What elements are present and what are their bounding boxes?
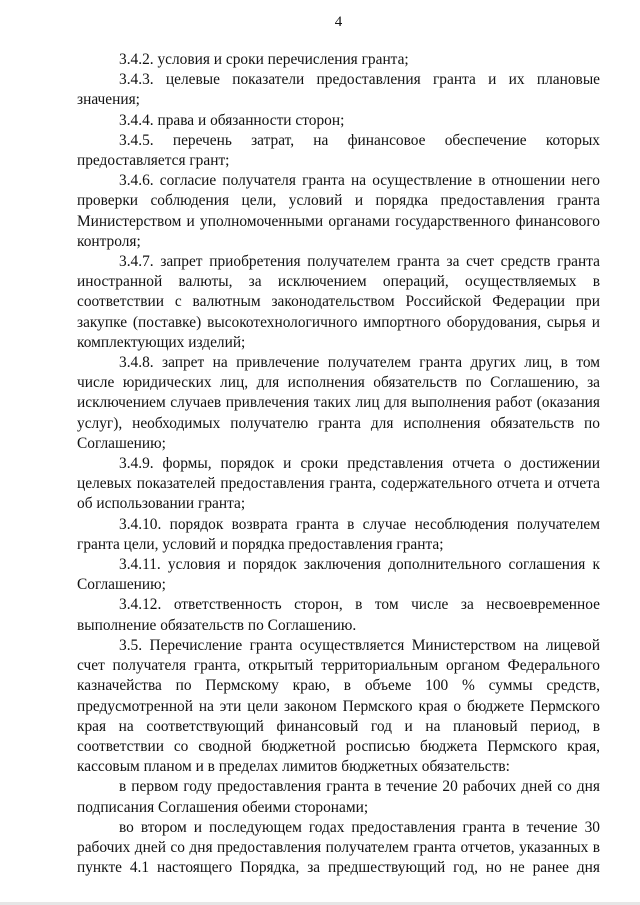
clause-3-4-8: 3.4.8. запрет на привлечение получателем гранта других лиц, в том числе юридических лиц, для исполнения обязательств по Соглашению, за исключением случаев привлечения таких лиц для выполнения работ (оказания услуг), необходимых получателю гранта для исполнения обязательств по Соглашению; <box>77 354 600 452</box>
page-number: 4 <box>334 14 343 30</box>
clause-3-4-2: 3.4.2. условия и сроки перечисления гранта; <box>119 51 409 68</box>
clause-3-4-12: 3.4.12. ответственность сторон, в том числе за несвоевременное выполнение обязательств по Соглашению. <box>77 596 600 634</box>
list-item-second-year: во втором и последующем годах предоставления гранта в течение 30 рабочих дней со дня предоставления получателем гранта отчетов, указанных в пункте 4.1 настоящего Порядка, за предшествующий год, но не ранее дня <box>77 818 600 877</box>
clause-3-4-10: 3.4.10. порядок возврата гранта в случае несоблюдения получателем гранта цели, условий и порядка предоставления гранта; <box>77 515 600 553</box>
clause-3-4-3: 3.4.3. целевые показатели предоставления гранта и их плановые значения; <box>77 71 600 109</box>
clause-3-4-7: 3.4.7. запрет приобретения получателем гранта за счет средств гранта иностранной валюты, за исключением операций, осуществляемых в соответствии с валютным законодательством Российской Федерации при закупке (поставке) высокотехнологичного импортного оборудования, сырья и комплектующих изделий; <box>77 253 600 351</box>
clause-3-4-9: 3.4.9. формы, порядок и сроки представления отчета о достижении целевых показателей предоставления гранта, содержательного отчета и отчета об использовании гранта; <box>77 455 600 513</box>
clause-3-4-4: 3.4.4. права и обязанности сторон; <box>119 111 345 129</box>
clause-3-4-11: 3.4.11. условия и порядок заключения дополнительного соглашения к Соглашению; <box>77 556 600 594</box>
clause-3-4-5: 3.4.5. перечень затрат, на финансовое обеспечение которых предоставляется грант; <box>77 131 600 170</box>
clause-3-5: 3.5. Перечисление гранта осуществляется Министерством на лицевой счет получателя гранта, открытый территориальным органом Федерального казначейства по Пермскому краю, в объеме 100 % суммы средств, предусмотренной на эти цели законом Пермского края о бюджете Пермского края на соответствующий финансовый год и на плановый период, в соответствии со сводной бюджетной росписью бюджета Пермского края, кассовым планом и в пределах лимитов бюджетных обязательств: <box>77 636 600 776</box>
clause-3-4-6: 3.4.6. согласие получателя гранта на осуществление в отношении него проверки соблюдения цели, условий и порядка предоставления гранта Министерством и уполномоченными органами государственного финансового контроля; <box>77 172 600 250</box>
list-item-first-year: в первом году предоставления гранта в течение 20 рабочих дней со дня подписания Соглашения обеими сторонами; <box>77 778 600 816</box>
